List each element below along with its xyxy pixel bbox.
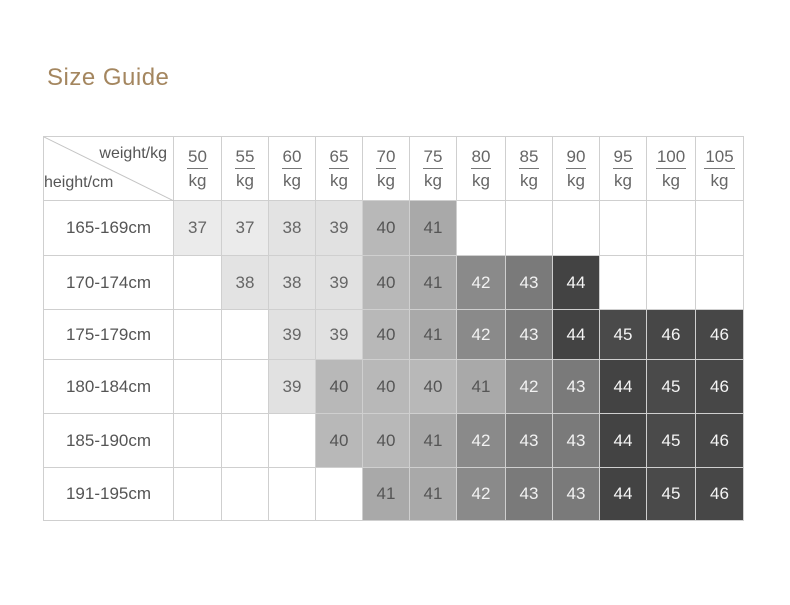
size-cell: 44: [600, 414, 647, 468]
table-row: [44, 360, 744, 414]
size-cell: 39: [269, 360, 316, 414]
size-cell: 46: [696, 414, 744, 468]
size-cell: 45: [647, 468, 696, 521]
size-cell: 42: [506, 360, 553, 414]
size-cell: 46: [696, 360, 744, 414]
weight-unit: kg: [710, 170, 729, 190]
height-range-label: 185-190cm: [44, 414, 174, 468]
height-range-label: 191-195cm: [44, 468, 174, 521]
size-cell: 42: [457, 468, 506, 521]
size-cell: 40: [316, 414, 363, 468]
size-cell: 43: [506, 468, 553, 521]
weight-unit: kg: [236, 170, 254, 190]
weight-header: [553, 137, 600, 201]
table-corner-header: [44, 137, 174, 201]
weight-value: 100: [656, 147, 686, 169]
size-cell: 39: [316, 256, 363, 310]
weight-axis-label: weight/kg: [99, 145, 167, 162]
weight-value: 75: [423, 147, 444, 169]
weight-value: 85: [519, 147, 540, 169]
weight-value: 80: [471, 147, 492, 169]
size-cell: 44: [600, 468, 647, 521]
size-cell: 44: [600, 360, 647, 414]
size-cell: 41: [410, 414, 457, 468]
empty-cell: [222, 414, 269, 468]
empty-cell: [222, 310, 269, 360]
size-cell: 45: [647, 360, 696, 414]
table-row: [44, 201, 744, 256]
table-row: [44, 256, 744, 310]
size-cell: 40: [363, 310, 410, 360]
empty-cell: [600, 201, 647, 256]
size-cell: 41: [457, 360, 506, 414]
weight-unit: kg: [330, 170, 348, 190]
weight-value: 90: [566, 147, 587, 169]
size-cell: 40: [363, 201, 410, 256]
weight-unit: kg: [188, 170, 207, 190]
size-cell: 40: [316, 360, 363, 414]
size-guide-table: [43, 136, 744, 521]
weight-header: [316, 137, 363, 201]
empty-cell: [457, 201, 506, 256]
weight-header: [647, 137, 696, 201]
empty-cell: [600, 256, 647, 310]
size-cell: 43: [553, 360, 600, 414]
empty-cell: [647, 256, 696, 310]
weight-header: [363, 137, 410, 201]
empty-cell: [269, 468, 316, 521]
weight-unit: kg: [472, 170, 490, 190]
size-cell: 39: [316, 310, 363, 360]
empty-cell: [174, 468, 222, 521]
size-cell: 40: [363, 360, 410, 414]
weight-value: 55: [235, 147, 256, 169]
size-cell: 39: [269, 310, 316, 360]
size-cell: 41: [410, 201, 457, 256]
weight-header: [457, 137, 506, 201]
page-title: Size Guide: [47, 64, 170, 91]
empty-cell: [696, 256, 744, 310]
weight-value: 65: [329, 147, 350, 169]
size-cell: 41: [410, 468, 457, 521]
weight-header: [410, 137, 457, 201]
size-cell: 42: [457, 310, 506, 360]
size-cell: 41: [410, 310, 457, 360]
empty-cell: [647, 201, 696, 256]
weight-unit: kg: [614, 170, 632, 190]
empty-cell: [174, 256, 222, 310]
size-cell: 37: [222, 201, 269, 256]
empty-cell: [222, 468, 269, 521]
weight-header: [696, 137, 744, 201]
weight-header: [600, 137, 647, 201]
size-cell: 43: [553, 414, 600, 468]
size-cell: 42: [457, 256, 506, 310]
size-cell: 39: [316, 201, 363, 256]
size-cell: 38: [222, 256, 269, 310]
table-row: [44, 310, 744, 360]
size-cell: 38: [269, 201, 316, 256]
weight-value: 50: [187, 147, 208, 169]
height-range-label: 175-179cm: [44, 310, 174, 360]
table-row: [44, 468, 744, 521]
empty-cell: [506, 201, 553, 256]
size-cell: 44: [553, 256, 600, 310]
height-range-label: 180-184cm: [44, 360, 174, 414]
height-range-label: 170-174cm: [44, 256, 174, 310]
weight-unit: kg: [283, 170, 301, 190]
size-cell: 41: [363, 468, 410, 521]
size-cell: 40: [363, 414, 410, 468]
size-cell: 40: [363, 256, 410, 310]
size-cell: 43: [553, 468, 600, 521]
size-cell: 43: [506, 414, 553, 468]
empty-cell: [553, 201, 600, 256]
size-cell: 43: [506, 256, 553, 310]
size-cell: 46: [647, 310, 696, 360]
size-cell: 41: [410, 256, 457, 310]
empty-cell: [269, 414, 316, 468]
empty-cell: [316, 468, 363, 521]
size-cell: 40: [410, 360, 457, 414]
weight-unit: kg: [377, 170, 395, 190]
size-cell: 42: [457, 414, 506, 468]
empty-cell: [222, 360, 269, 414]
size-cell: 46: [696, 310, 744, 360]
weight-header: [174, 137, 222, 201]
table-row: [44, 414, 744, 468]
empty-cell: [174, 414, 222, 468]
weight-value: 105: [704, 147, 734, 169]
weight-unit: kg: [520, 170, 538, 190]
height-range-label: 165-169cm: [44, 201, 174, 256]
size-cell: 45: [647, 414, 696, 468]
weight-value: 60: [282, 147, 303, 169]
weight-header: [506, 137, 553, 201]
weight-value: 95: [613, 147, 634, 169]
size-cell: 43: [506, 310, 553, 360]
empty-cell: [174, 310, 222, 360]
size-cell: 45: [600, 310, 647, 360]
size-cell: 46: [696, 468, 744, 521]
weight-unit: kg: [567, 170, 585, 190]
weight-unit: kg: [662, 170, 680, 190]
size-cell: 37: [174, 201, 222, 256]
height-axis-label: height/cm: [44, 174, 114, 191]
weight-header: [269, 137, 316, 201]
empty-cell: [696, 201, 744, 256]
size-cell: 38: [269, 256, 316, 310]
weight-header: [222, 137, 269, 201]
size-cell: 44: [553, 310, 600, 360]
weight-unit: kg: [424, 170, 442, 190]
empty-cell: [174, 360, 222, 414]
weight-value: 70: [376, 147, 397, 169]
